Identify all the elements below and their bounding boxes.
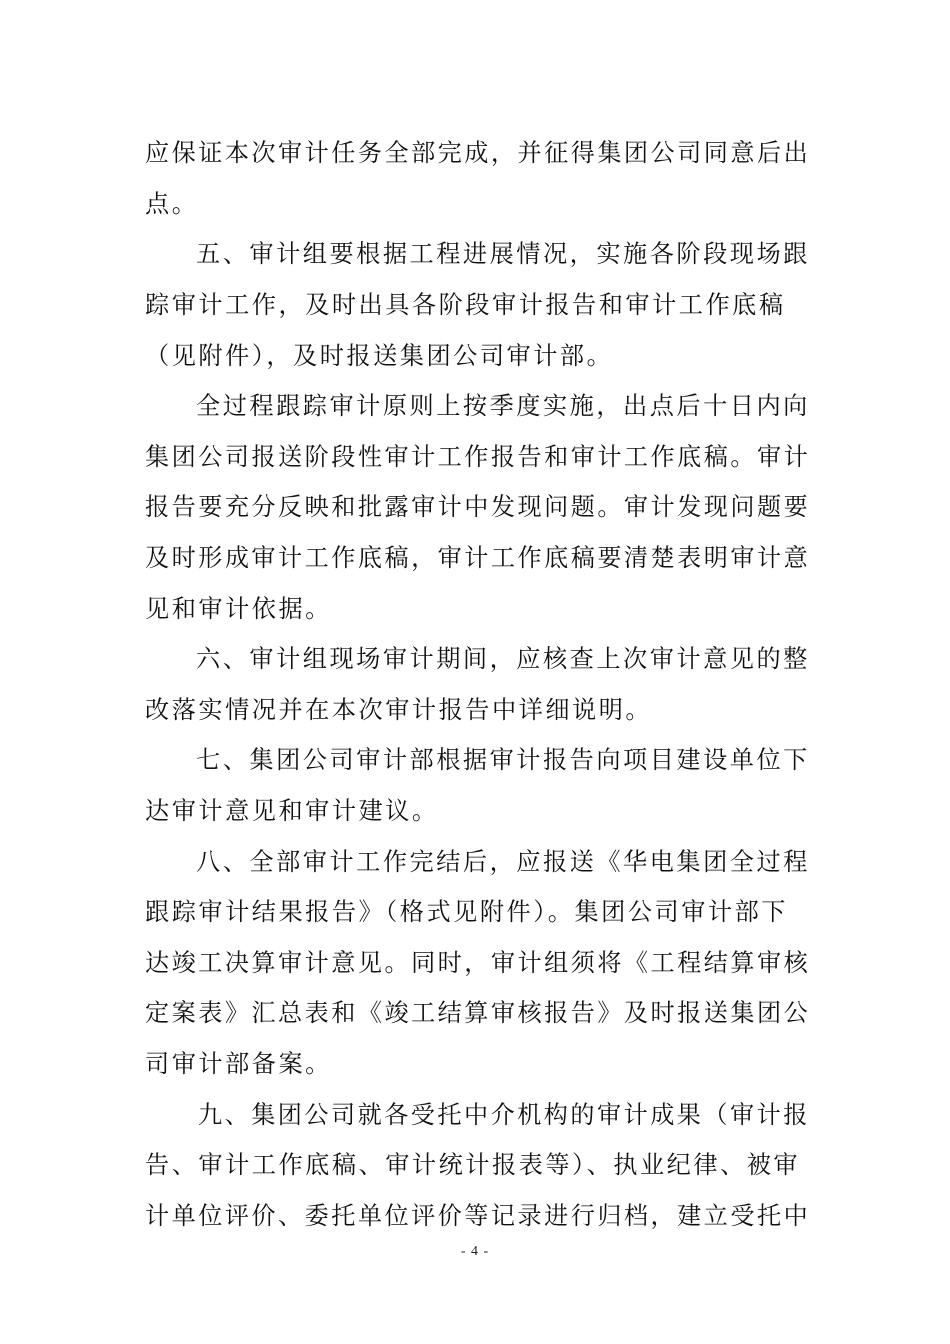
body-text-line: 告、审计工作底稿、审计统计报表等）、执业纪律、被审: [145, 1151, 801, 1179]
paragraph-5-start: 五、审计组要根据工程进展情况，实施各阶段现场跟: [196, 240, 810, 268]
body-text-line: 应保证本次审计任务全部完成，并征得集团公司同意后出: [145, 139, 811, 167]
body-text-line: 跟踪审计结果报告》（格式见附件）。集团公司审计部下: [145, 898, 788, 926]
page-number: - 4 -: [460, 1244, 490, 1259]
body-text-line: 定案表》汇总表和《竣工结算审核报告》及时报送集团公: [145, 999, 811, 1027]
body-text-line: 及时形成审计工作底稿，审计工作底稿要清楚表明审计意: [145, 544, 811, 572]
paragraph-tracking-audit-start: 全过程跟踪审计原则上按季度实施，出点后十日内向: [196, 392, 810, 420]
body-text-line: 集团公司报送阶段性审计工作报告和审计工作底稿。审计: [145, 443, 811, 471]
paragraph-7-start: 七、集团公司审计部根据审计报告向项目建设单位下: [196, 746, 810, 774]
body-text-line: 见和审计依据。: [145, 595, 332, 623]
body-text-line: 点。: [145, 190, 199, 218]
body-text-line: 计单位评价、委托单位评价等记录进行归档，建立受托中: [145, 1202, 811, 1230]
body-text-line: 司审计部备案。: [145, 1050, 332, 1078]
body-text-line: 报告要充分反映和批露审计中发现问题。审计发现问题要: [145, 493, 811, 521]
paragraph-9-start: 九、集团公司就各受托中介机构的审计成果（审计报: [198, 1101, 810, 1129]
body-text-line: （见附件），及时报送集团公司审计部。: [145, 342, 614, 370]
body-text-line: 达竣工决算审计意见。同时，审计组须将《工程结算审核: [145, 949, 811, 977]
body-text-line: 达审计意见和审计建议。: [145, 797, 439, 825]
body-text-line: 踪审计工作，及时出具各阶段审计报告和审计工作底稿: [145, 291, 786, 319]
body-text-line: 改落实情况并在本次审计报告中详细说明。: [145, 696, 653, 724]
paragraph-8-start: 八、全部审计工作完结后，应报送《华电集团全过程: [196, 848, 810, 876]
paragraph-6-start: 六、审计组现场审计期间，应核查上次审计意见的整: [196, 645, 810, 673]
